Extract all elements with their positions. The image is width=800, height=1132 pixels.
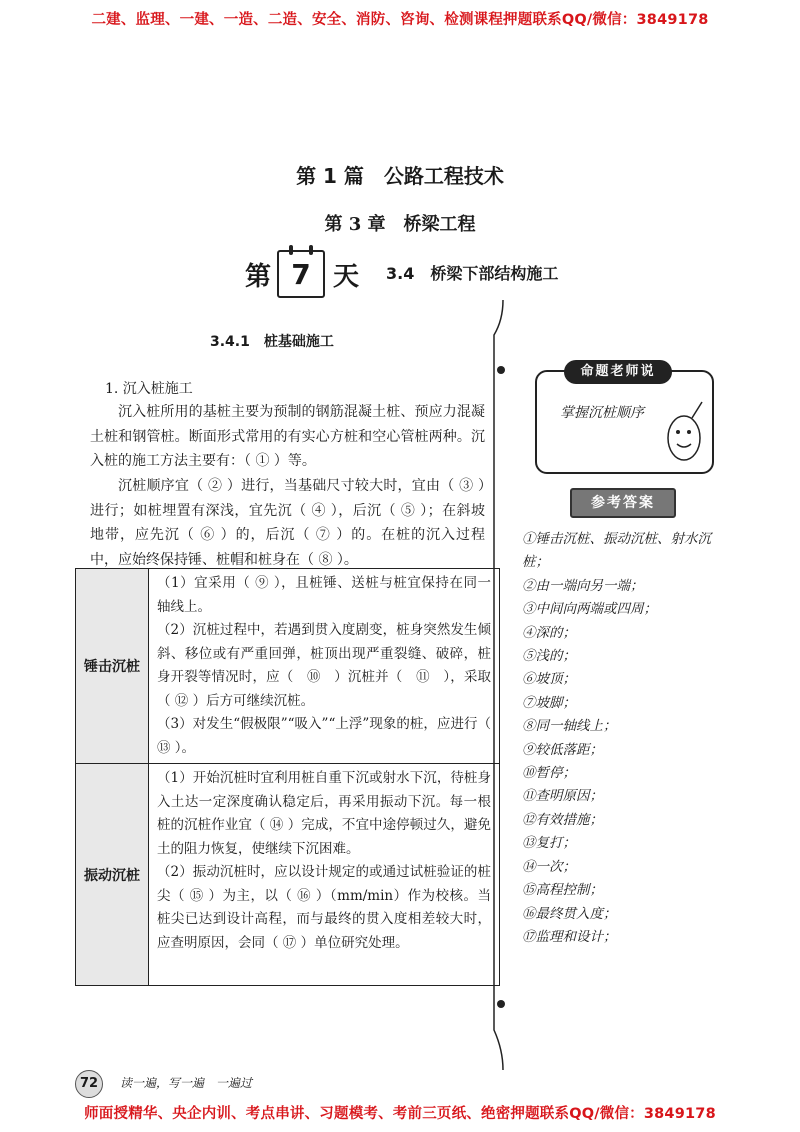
answer-item: ②由一端向另一端；: [522, 577, 644, 594]
teacher-mascot-icon: [662, 398, 706, 468]
answer-item: ⑰监理和设计；: [522, 928, 617, 945]
answer-item: ③中间向两端或四周；: [522, 601, 657, 618]
answer-item: ⑯最终贯入度；: [522, 905, 617, 922]
answer-list: [522, 528, 722, 949]
answer-item: ⑫有效措施；: [522, 811, 603, 828]
chapter-title: 第 3 章 桥梁工程: [324, 214, 476, 235]
subsection-title: 3.4.1 桩基础施工: [210, 334, 334, 350]
column-divider: [492, 300, 514, 1070]
answer-item: ⑧同一轴线上；: [522, 718, 617, 735]
answer-item: ⑦坡脚；: [522, 694, 576, 711]
divider-dot-icon: [497, 366, 505, 374]
answer-item: ⑭一次；: [522, 858, 576, 875]
answer-item: ⑬复打；: [522, 835, 576, 852]
part-title: 第 1 篇 公路工程技术: [296, 164, 504, 188]
answer-item: ④深的；: [522, 624, 576, 641]
answer-item: ⑪查明原因；: [522, 788, 603, 805]
table-row: [76, 764, 500, 986]
row-label-hammer: 锤击沉桩: [76, 569, 149, 764]
teacher-tip-banner: 命题老师说: [564, 360, 672, 384]
calendar-icon: [277, 250, 325, 298]
day-prefix: 第: [245, 262, 272, 292]
row-content-vibration: [149, 764, 500, 986]
paragraph-2: 沉桩顺序宜（ ② ）进行，当基础尺寸较大时，宜由（ ③ ）进行；如桩埋置有深浅，宜先沉（ ④ ），后沉（ ⑤ ）；在斜坡地带，应先沉（ ⑥ ）的，后沉（ ⑦ ）的。在桩的沉入过程中，应始终保持锤、桩帽和桩身在（ ⑧ ）。: [90, 478, 485, 568]
answer-item: ⑨较低落距；: [522, 741, 603, 758]
table-row: [76, 569, 500, 764]
answer-banner: 参考答案: [570, 488, 676, 518]
table-item: （3）对发生“假极限”“吸入”“上浮”现象的桩，应进行（ ⑬ ）。: [157, 716, 491, 756]
top-ad-banner: 二建、监理、一建、一造、二造、安全、消防、咨询、检测课程押题联系QQ/微信：3849178: [91, 12, 709, 28]
teacher-tip-text: 掌握沉桩顺序: [560, 405, 644, 421]
table-item: （2）沉桩过程中，若遇到贯入度剧变，桩身突然发生倾斜、移位或有严重回弹，桩顶出现严重裂缝、破碎，桩身开裂等情况时，应（ ⑩ ）沉桩并（ ⑪ ），采取（ ⑫ ）后方可继续沉桩。: [157, 622, 491, 709]
answer-item: ⑮高程控制；: [522, 882, 603, 899]
answer-item: ①锤击沉桩、振动沉桩、射水沉桩；: [522, 531, 711, 571]
divider-dot-icon: [497, 1000, 505, 1008]
row-label-vibration: 振动沉桩: [76, 764, 149, 986]
answer-item: ⑩暂停；: [522, 765, 576, 782]
footer-motto: 读一遍，写一遍 一遍过: [120, 1076, 253, 1090]
table-item: （1）宜采用（ ⑨ ），且桩锤、送桩与桩宜保持在同一轴线上。: [157, 575, 491, 615]
bottom-ad-banner: 师面授精华、央企内训、考点串讲、习题模考、考前三页纸、绝密押题联系QQ/微信：3849178: [84, 1106, 716, 1122]
day-suffix: 天: [333, 262, 360, 292]
table-item: （2）振动沉桩时，应以设计规定的或通过试桩验证的桩尖（ ⑮ ）为主，以（ ⑯ ）（mm/min）作为校核。当桩尖已达到设计高程，而与最终的贯入度相差较大时，应查明原因，会同（ ⑰ ）单位研究处理。: [157, 864, 491, 951]
answer-item: ⑥坡顶；: [522, 671, 576, 688]
heading-sinking-pile: 1. 沉入桩施工: [105, 381, 193, 397]
row-content-hammer: [149, 569, 500, 764]
table-item: （1）开始沉桩时宜利用桩自重下沉或射水下沉，待桩身入土达一定深度确认稳定后，再采用振动下沉。每一根桩的沉桩作业宜（ ⑭ ）完成，不宜中途停顿过久，避免土的阻力恢复，使继续下沉困难。: [157, 770, 491, 857]
page-number: 72: [75, 1070, 103, 1098]
section-title: 3.4 桥梁下部结构施工: [386, 264, 559, 283]
paragraph-1: 沉入桩所用的基桩主要为预制的钢筋混凝土桩、预应力混凝土桩和钢管桩。断面形式常用的有实心方桩和空心管桩两种。沉入桩的施工方法主要有：（ ① ）等。: [90, 404, 485, 470]
answer-item: ⑤浅的；: [522, 648, 576, 665]
day-number: 7: [291, 258, 311, 291]
pile-method-table: [75, 568, 500, 986]
